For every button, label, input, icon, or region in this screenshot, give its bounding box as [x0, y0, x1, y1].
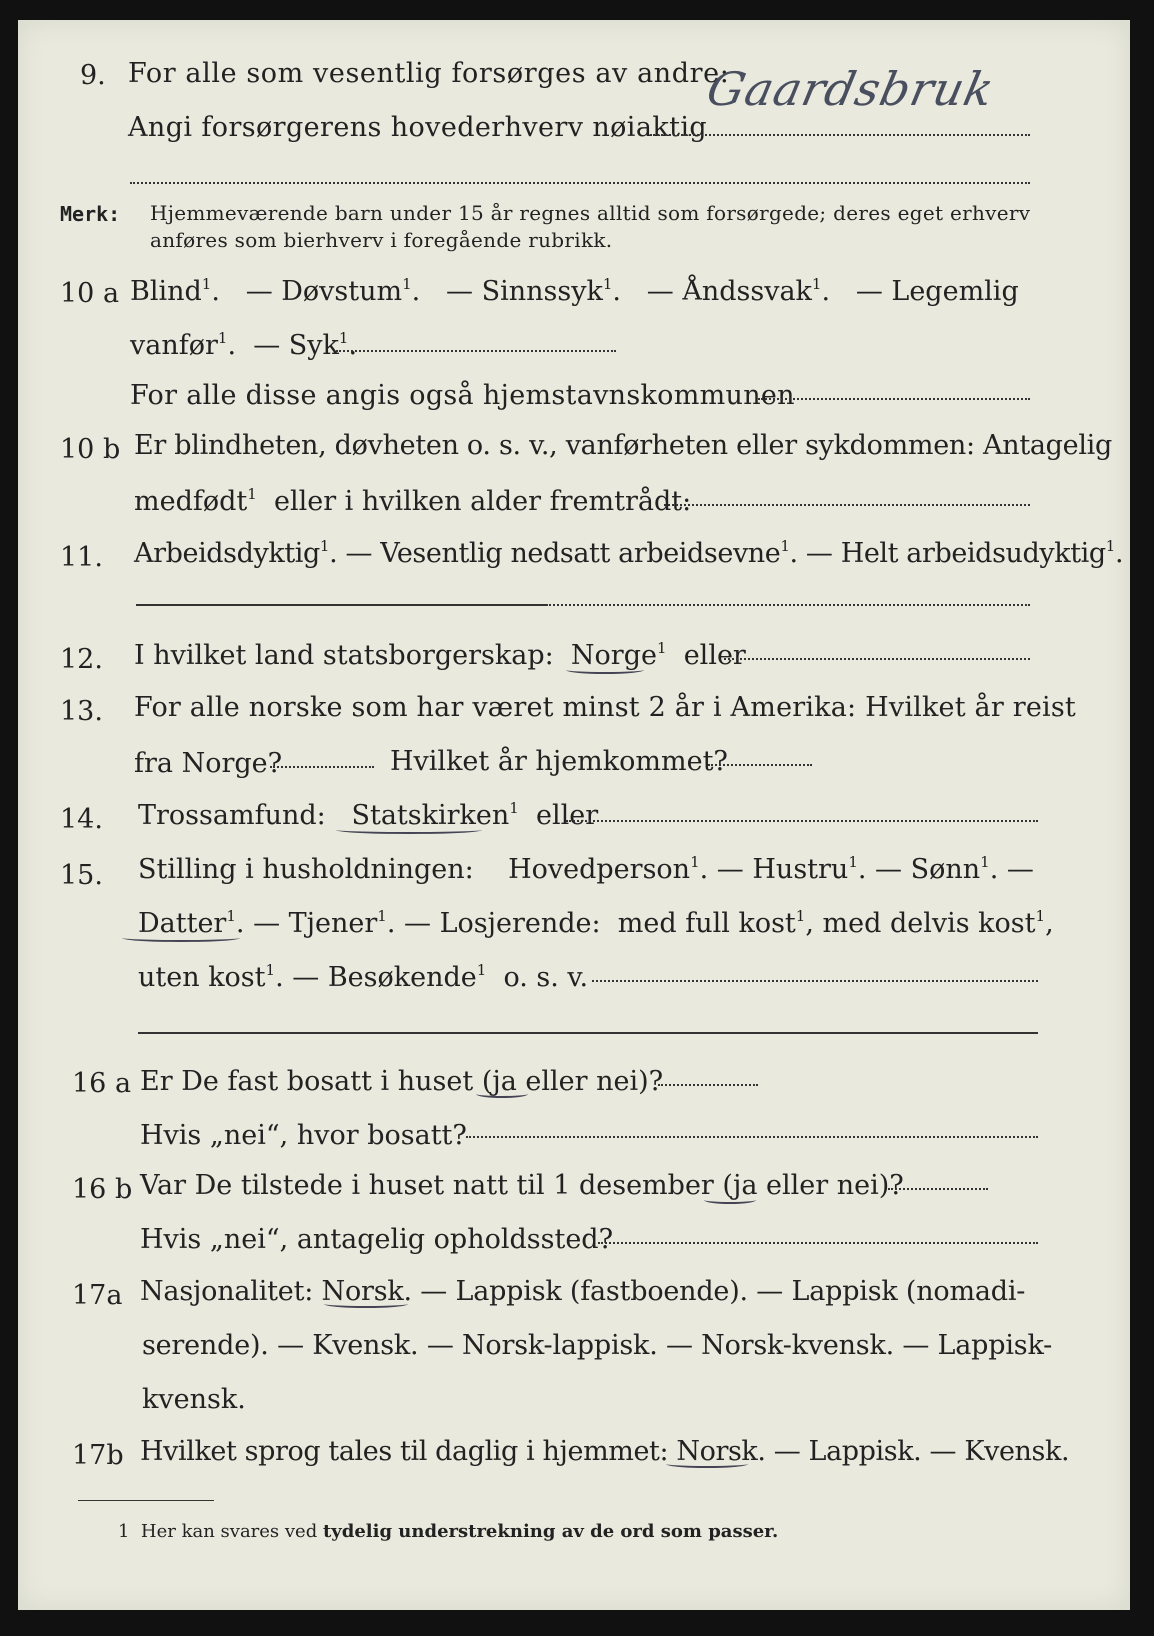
q10a-number: 10 a	[60, 278, 120, 309]
q11-answer-line-dotted	[546, 604, 1030, 606]
option-vanfor: vanfør	[130, 330, 218, 361]
q13-hjemkommet-line	[708, 764, 812, 766]
q15-extra-line	[138, 1032, 1038, 1034]
option-hovedperson: Hovedperson	[508, 854, 691, 885]
option-delvis-kost: , med delvis kost	[805, 908, 1036, 939]
option-syk: — Syk	[253, 330, 339, 361]
q16b-number: 16 b	[72, 1174, 133, 1205]
option-blind: Blind	[130, 276, 202, 307]
q9-number: 9.	[80, 60, 106, 91]
q13-line1: For alle norske som har været minst 2 år i Amerika: Hvilket år reist	[134, 692, 1076, 723]
q15-line2: Datter$^1$. — Tjener$^1$. — Losjerende: med full kost$^1$, med delvis kost$^1$,	[138, 907, 1054, 939]
option-legemlig: — Legemlig	[855, 276, 1019, 307]
ja-underline-mark-16b	[704, 1196, 756, 1204]
q14-number: 14.	[60, 804, 103, 835]
footnote-rule	[78, 1500, 214, 1501]
census-form-page	[18, 20, 1130, 1610]
option-sinnssyk: — Sinnssyk	[446, 276, 603, 307]
q10b-answer-line	[664, 504, 1030, 506]
q15-line3: uten kost$^1$. — Besøkende$^1$ o. s. v.	[138, 961, 589, 993]
option-datter: Datter	[138, 908, 227, 939]
option-uten-kost: uten kost	[138, 962, 266, 993]
q17b-number: 17b	[72, 1440, 124, 1471]
footnote-mark: 1	[118, 1521, 130, 1542]
q9-line2: Angi forsørgerens hovederhverv nøiaktig	[128, 112, 708, 143]
q17a-number: 17a	[72, 1280, 123, 1311]
option-nedsatt: — Vesentlig nedsatt arbeidsevne	[345, 538, 781, 569]
q16b-line2: Hvis „nei“, antagelig opholdssted?	[140, 1224, 614, 1255]
footnote: 1 Her kan svares ved tydelig understrekning av de ord som passer.	[118, 1521, 779, 1542]
q13-reist-line	[270, 766, 374, 768]
q16b-answer-line	[888, 1188, 988, 1190]
option-statskirken: Statskirken	[351, 800, 510, 831]
option-sonn: — Sønn	[875, 854, 981, 885]
footnote-emphasis: tydelig understrekning av de ord som passer.	[322, 1521, 779, 1542]
q10b-line2-rest: eller i hvilken alder fremtrådt:	[273, 486, 692, 517]
q17a-line3: kvensk.	[142, 1384, 246, 1415]
q10a-answer-line	[336, 350, 616, 352]
option-dovstum: — Døvstum	[245, 276, 403, 307]
q15-label: Stilling i husholdningen:	[138, 854, 474, 885]
q12-text: I hvilket land statsborgerskap:	[134, 640, 554, 671]
norsk-underline-mark-17a	[324, 1300, 408, 1308]
option-besokende: — Besøkende	[292, 962, 477, 993]
q14-text: Trossamfund:	[138, 800, 326, 831]
q15-line1: Stilling i husholdningen: Hovedperson$^1$. — Hustru$^1$. — Sønn$^1$. —	[138, 853, 1034, 885]
q12-number: 12.	[60, 644, 103, 675]
q12-answer-line	[724, 658, 1030, 660]
q11-line1: Arbeidsdyktig$^1$. — Vesentlig nedsatt arbeidsevne$^1$. — Helt arbeidsudyktig$^1$.	[134, 537, 1124, 569]
q10b-line1: Er blindheten, døvheten o. s. v., vanførheten eller sykdommen: Antagelig	[134, 430, 1112, 461]
q14-line: Trossamfund: Statskirken$^1$ eller	[138, 799, 599, 831]
merk-line2: anføres som bierhverv i foregående rubrikk.	[150, 228, 613, 252]
statskirken-underline-mark	[336, 826, 482, 834]
q9-answer-line	[650, 134, 1030, 136]
option-arbeidsdyktig: Arbeidsdyktig	[134, 538, 320, 569]
q9-extra-line	[130, 182, 1030, 184]
q10b-line2: medfødt$^1$ eller i hvilken alder fremtrådt:	[134, 485, 692, 517]
q13-line2a: fra Norge?	[134, 748, 283, 779]
q9-line1: For alle som vesentlig forsørges av andre:	[128, 58, 730, 89]
q16a-bosatt-line	[466, 1136, 1038, 1138]
option-losjerende: — Losjerende:	[404, 908, 601, 939]
q15-number: 15.	[60, 860, 103, 891]
q10a-line2: vanfør$^1$. — Syk$^1$.	[130, 329, 358, 361]
q12-after: eller	[683, 640, 746, 671]
q16a-line1: Er De fast bosatt i huset (ja eller nei)?	[140, 1066, 664, 1097]
option-norge: Norge	[570, 640, 657, 671]
option-full-kost: med full kost	[617, 908, 796, 939]
datter-underline-mark	[122, 934, 240, 942]
q16a-line2: Hvis „nei“, hvor bosatt?	[140, 1120, 467, 1151]
q13-number: 13.	[60, 696, 103, 727]
q10b-number: 10 b	[60, 434, 121, 465]
q9-handwritten-answer: Gaardsbruk	[702, 62, 1000, 116]
option-medfodt: medfødt	[134, 486, 248, 517]
q10a-line3: For alle disse angis også hjemstavnskommunen	[130, 380, 795, 411]
q12-line: I hvilket land statsborgerskap: Norge$^1$ eller	[134, 639, 746, 671]
q10a-hjemstavn-line	[758, 398, 1030, 400]
q16a-number: 16 a	[72, 1068, 132, 1099]
q16b-opholdssted-line	[598, 1242, 1038, 1244]
q17a-line2: serende). — Kvensk. — Norsk-lappisk. — Norsk-kvensk. — Lappisk-	[142, 1330, 1053, 1361]
norge-underline-mark	[566, 666, 644, 674]
q14-after: eller	[535, 800, 599, 831]
q17a-line1: Nasjonalitet: Norsk. — Lappisk (fastboende). — Lappisk (nomadi-	[140, 1276, 1026, 1307]
q17b-line1: Hvilket sprog tales til daglig i hjemmet: Norsk. — Lappisk. — Kvensk.	[140, 1436, 1070, 1467]
merk-label: Merk:	[60, 202, 121, 226]
q13-line2b: Hvilket år hjemkommet?	[390, 746, 728, 777]
option-hustru: — Hustru	[716, 854, 849, 885]
norsk-underline-mark-17b	[666, 1460, 748, 1468]
q14-answer-line	[566, 820, 1038, 822]
option-andssvak: — Åndssvak	[646, 276, 812, 307]
q16a-answer-line	[658, 1084, 758, 1086]
q10a-line1: Blind$^1$. — Døvstum$^1$. — Sinnssyk$^1$. — Åndssvak$^1$. — Legemlig	[130, 275, 1019, 307]
merk-line1: Hjemmeværende barn under 15 år regnes alltid som forsørgede; deres eget erhverv	[150, 201, 1031, 225]
option-udyktig: — Helt arbeidsudyktig	[805, 538, 1106, 569]
q11-answer-line-solid	[136, 604, 546, 606]
q11-number: 11.	[60, 542, 103, 573]
q15-answer-line	[592, 980, 1038, 982]
q16b-line1: Var De tilstede i huset natt til 1 desember (ja eller nei)?	[140, 1170, 904, 1201]
ja-underline-mark-16a	[476, 1090, 528, 1098]
option-tjener: — Tjener	[253, 908, 378, 939]
